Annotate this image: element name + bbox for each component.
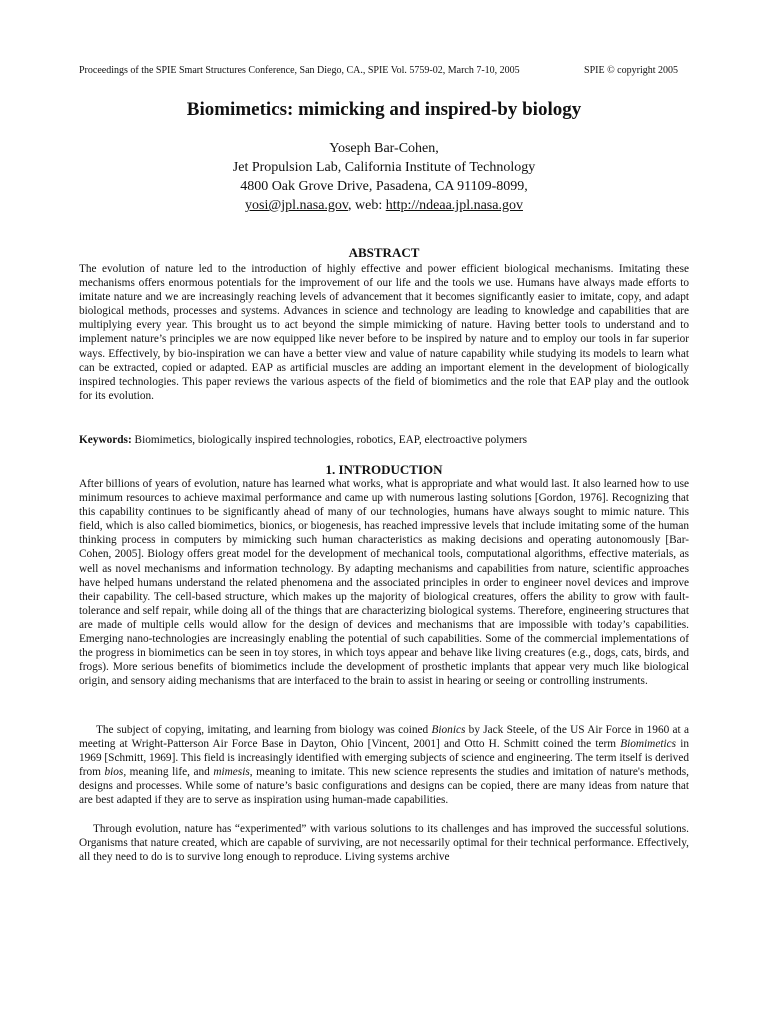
author-name: Yoseph Bar-Cohen, [329,141,439,156]
paper-title: Biomimetics: mimicking and inspired-by biology [186,99,582,120]
introduction-heading: 1. INTRODUCTION [325,462,443,477]
p2-text-a: The subject of copying, imitating, and learning from biology was coined [96,724,432,736]
web-label: , web: [348,198,386,213]
p2-text-b: by Jack Steele, of the US Air Force in 1960 at a meeting at Wright-Patterson Air Force Base in Dayton, Ohio [Vincent, 2001] and Otto H. Schmitt coined the term [79,724,690,751]
keywords-text: Biomimetics, biologically inspired technologies, robotics, EAP, electroactive polymers [131,434,528,446]
header-citation: Proceedings of the SPIE Smart Structures Conference, San Diego, CA., SPIE Vol. 5759-02, March 7-10, 2005 [79,65,520,76]
intro-paragraph-3: Through evolution, nature has “experimented” with various solutions to its challenges and has improved the successful solutions. Organisms that nature created, which are capable of surviving, are not necessarily optimal for their technical performance. Effectively, all they need to do is to survive long enough to reproduce. Living systems archive [79,823,689,864]
author-contact [0,196,768,215]
intro-paragraph-1: After billions of years of evolution, nature has learned what works, what is appropriate and what would last. It also learned how to use minimum resources to achieve maximal performance and came up with numerous lasting solutions [Gordon, 1976]. Recognizing that this capability continues to be significantly ahead of many of our technologies, humans have always sought to mimic nature. This field, which is also called biomimetics, bionics, or biogenesis, has reached impressive levels that include imitating some of the human thinking process in computers by mimicking such human characteristics as making decisions and operating autonomously [Bar-Cohen, 2005]. Biology offers great model for the development of mechanical tools, computational algorithms, effective materials, as well as novel mechanisms and information technology. By adapting mechanisms and capabilities from nature, scientific approaches have helped humans understand the related phenomena and the associated principles in order to engineer novel devices and improve their capability. The cell-based structure, which makes up the majority of biological creatures, offers the ability to grow with fault-tolerance and self repair, while doing all of the things that are characterizing biological systems. Therefore, engineering structures that are made of multiple cells would allow for the design of devices and mechanisms that are impossible with today’s capabilities. Emerging nano-technologies are increasingly enabling the potential of such capabilities. Some of the commercial implementations of the progress in biomimetics can be seen in toy stores, in which toys appear and behave like living creatures (e.g., dogs, cats, birds, and frogs). More serious benefits of biomimetics include the development of prosthetic implants that appear very much like biological origin, and sensory aiding mechanisms that are interfaced to the brain to assist in hearing or seeing or controlling instruments. [79,478,689,688]
abstract-text: The evolution of nature led to the introduction of highly effective and power efficient biological mechanisms. Imitating these mechanisms offers enormous potentials for the improvement of our life and the tools we use. Humans have always made efforts to imitate nature and we are increasingly reaching levels of advancement that it becomes significantly easier to imitate, copy, and adapt biological methods, processes and systems. Advances in science and technology are leading to knowledge and capabilities that are multiplying every year. This brought us to act beyond the simple mimicking of nature. Having better tools to understand and to implement nature’s principles we are now equipped like never before to be inspired by nature and to employ our tools in far superior ways. Effectively, by bio-inspiration we can have a better view and value of nature capability while studying its models to learn what can be extracted, copied or adapted. EAP as artificial muscles are adding an important element in the development of biologically inspired technologies. This paper reviews the various aspects of the field of biomimetics and the role that EAP play and the outlook for its evolution. [79,263,689,402]
author-web-link[interactable]: http://ndeaa.jpl.nasa.gov [385,198,523,213]
term-biomimetics: Biomimetics [620,738,677,751]
running-header [79,65,678,77]
keywords-label: Keywords: [79,434,132,446]
p2-text-d: meaning life, and [126,766,214,779]
p2-text-e: , meaning to imitate. This new science represents the studies and imitation of nature's methods, designs and processes. While some of nature’s basic configurations and designs can be copied, there are many ideas from nature that are best adapted if they are to serve as inspiration using human-made capabilities. [79,766,689,807]
header-copyright: SPIE © copyright 2005 [584,65,678,76]
term-mimesis: mimesis [213,766,250,779]
intro-paragraph-2 [79,723,689,808]
p2-text-c: in 1969 [Schmitt, 1969]. This field is increasingly identified with emerging subjects of science and engineering. The term itself is derived from [79,738,689,779]
author-email-link[interactable]: yosi@jpl.nasa.gov [245,198,348,213]
author-block [0,139,768,215]
author-address: 4800 Oak Grove Drive, Pasadena, CA 91109-8099, [240,179,528,194]
term-bios: bios, [104,766,127,779]
term-bionics: Bionics [431,724,466,736]
keywords [79,433,689,447]
author-affiliation: Jet Propulsion Lab, California Institute of Technology [232,160,536,175]
abstract-heading: ABSTRACT [348,245,420,260]
